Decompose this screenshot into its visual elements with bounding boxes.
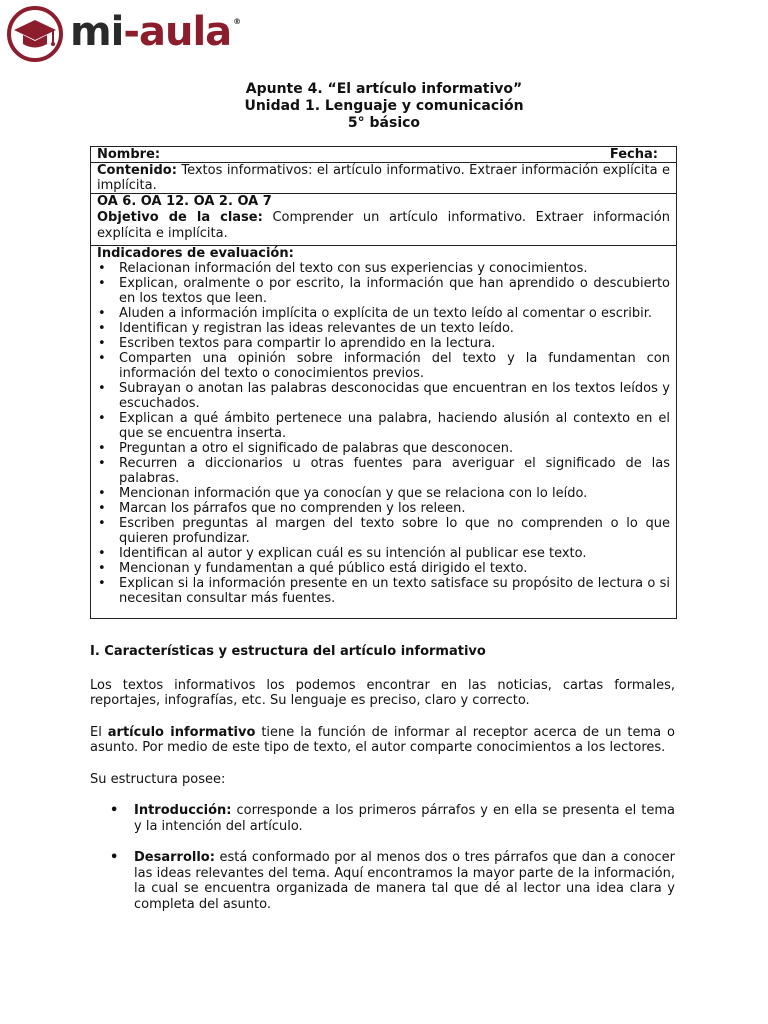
indicator-item: • Escriben preguntas al margen del texto sobre lo que no comprenden o lo que quieren profundizar. [97,516,670,546]
indicator-item: • Relacionan información del texto con sus experiencias y conocimientos. [97,261,670,276]
intro-paragraph: Los textos informativos los podemos encontrar en las noticias, cartas formales, reportajes, infografías, etc. Su lenguaje es preciso, claro y correcto. [90,677,675,708]
indicator-item: • Identifican al autor y explican cuál es su intención al publicar ese texto. [97,546,670,561]
section-heading: I. Características y estructura del artículo informativo [90,644,486,659]
brand-name: mi-aula ® [70,9,241,55]
name-date-row [91,147,676,163]
indicadores-label: Indicadores de evaluación: [97,246,294,261]
indicator-item: • Aluden a información implícita o explícita de un texto leído al comentar o escribir. [97,306,670,321]
objetivo-label: Objetivo de la clase: [97,210,263,225]
indicator-item: • Marcan los párrafos que no comprenden y los releen. [97,501,670,516]
structure-term: Introducción: [134,803,232,818]
contenido-text: Textos informativos: el artículo informativo. Extraer información explícita e implícita. [97,163,670,193]
document-title: Apunte 4. “El artículo informativo” [245,81,523,97]
indicator-item: • Explican si la información presente en un texto satisface su propósito de lectura o si necesitan consultar más fuentes. [97,576,670,606]
article-section [90,644,675,928]
structure-term: Desarrollo: [134,850,215,865]
structure-description: corresponde a los primeros párrafos y en ella se presenta el tema y la intención del artículo. [134,803,675,834]
indicator-item: • Explican, oralmente o por escrito, la información que han aprendido o descubierto en los textos que leen. [97,276,670,306]
indicator-item: • Explican a qué ámbito pertenece una palabra, haciendo alusión al contexto en el que se encuentra inserta. [97,411,670,441]
definition-term: artículo informativo [107,724,256,740]
indicadores-row [91,246,676,618]
structure-list [90,803,675,912]
objetivo-row [91,194,676,246]
indicator-item: • Recurren a diccionarios u otras fuentes para averiguar el significado de las palabras. [97,456,670,486]
structure-item [90,850,675,912]
structure-description: está conformado por al menos dos o tres párrafos que dan a conocer las ideas relevantes del tema. Aquí encontramos la mayor parte de la información, la cual se encuentra organizada de manera tal que dé al lector una idea clara y completa del asunto. [134,850,675,912]
brand-logo [6,4,241,64]
structure-item [90,803,675,834]
objetivo-text: Comprender un artículo informativo. Extraer información explícita e implícita. [97,210,671,241]
indicator-item: • Comparten una opinión sobre información del texto y la fundamentan con información del texto o conocimientos previos. [97,351,670,381]
document-header [0,81,768,132]
contenido-row [91,163,676,194]
lesson-info-table [90,146,677,619]
indicator-item: • Escriben textos para compartir lo aprendido en la lectura. [97,336,670,351]
indicadores-list [97,261,670,618]
document-unit: Unidad 1. Lenguaje y comunicación [244,98,524,114]
contenido-label: Contenido: [97,163,177,178]
indicator-item: • Mencionan y fundamentan a qué público está dirigido el texto. [97,561,670,576]
indicator-item: • Subrayan o anotan las palabras desconocidas que encuentran en los textos leídos y escuchados. [97,381,670,411]
oa-codes: OA 6. OA 12. OA 2. OA 7 [97,194,272,209]
indicator-item: • Identifican y registran las ideas relevantes de un texto leído. [97,321,670,336]
graduation-cap-icon [6,5,64,63]
registered-mark: ® [233,17,241,26]
definition-paragraph: El artículo informativo tiene la función de informar al receptor acerca de un tema o asunto. Por medio de este tipo de texto, el autor comparte conocimientos a los lectores. [90,724,675,755]
document-grade: 5° básico [347,115,421,131]
indicator-item: • Mencionan información que ya conocían y que se relaciona con lo leído. [97,486,670,501]
structure-intro: Su estructura posee: [90,771,226,787]
indicator-item: • Preguntan a otro el significado de palabras que desconocen. [97,441,670,456]
fecha-label: Fecha: [609,147,658,162]
nombre-label: Nombre: [97,147,161,162]
